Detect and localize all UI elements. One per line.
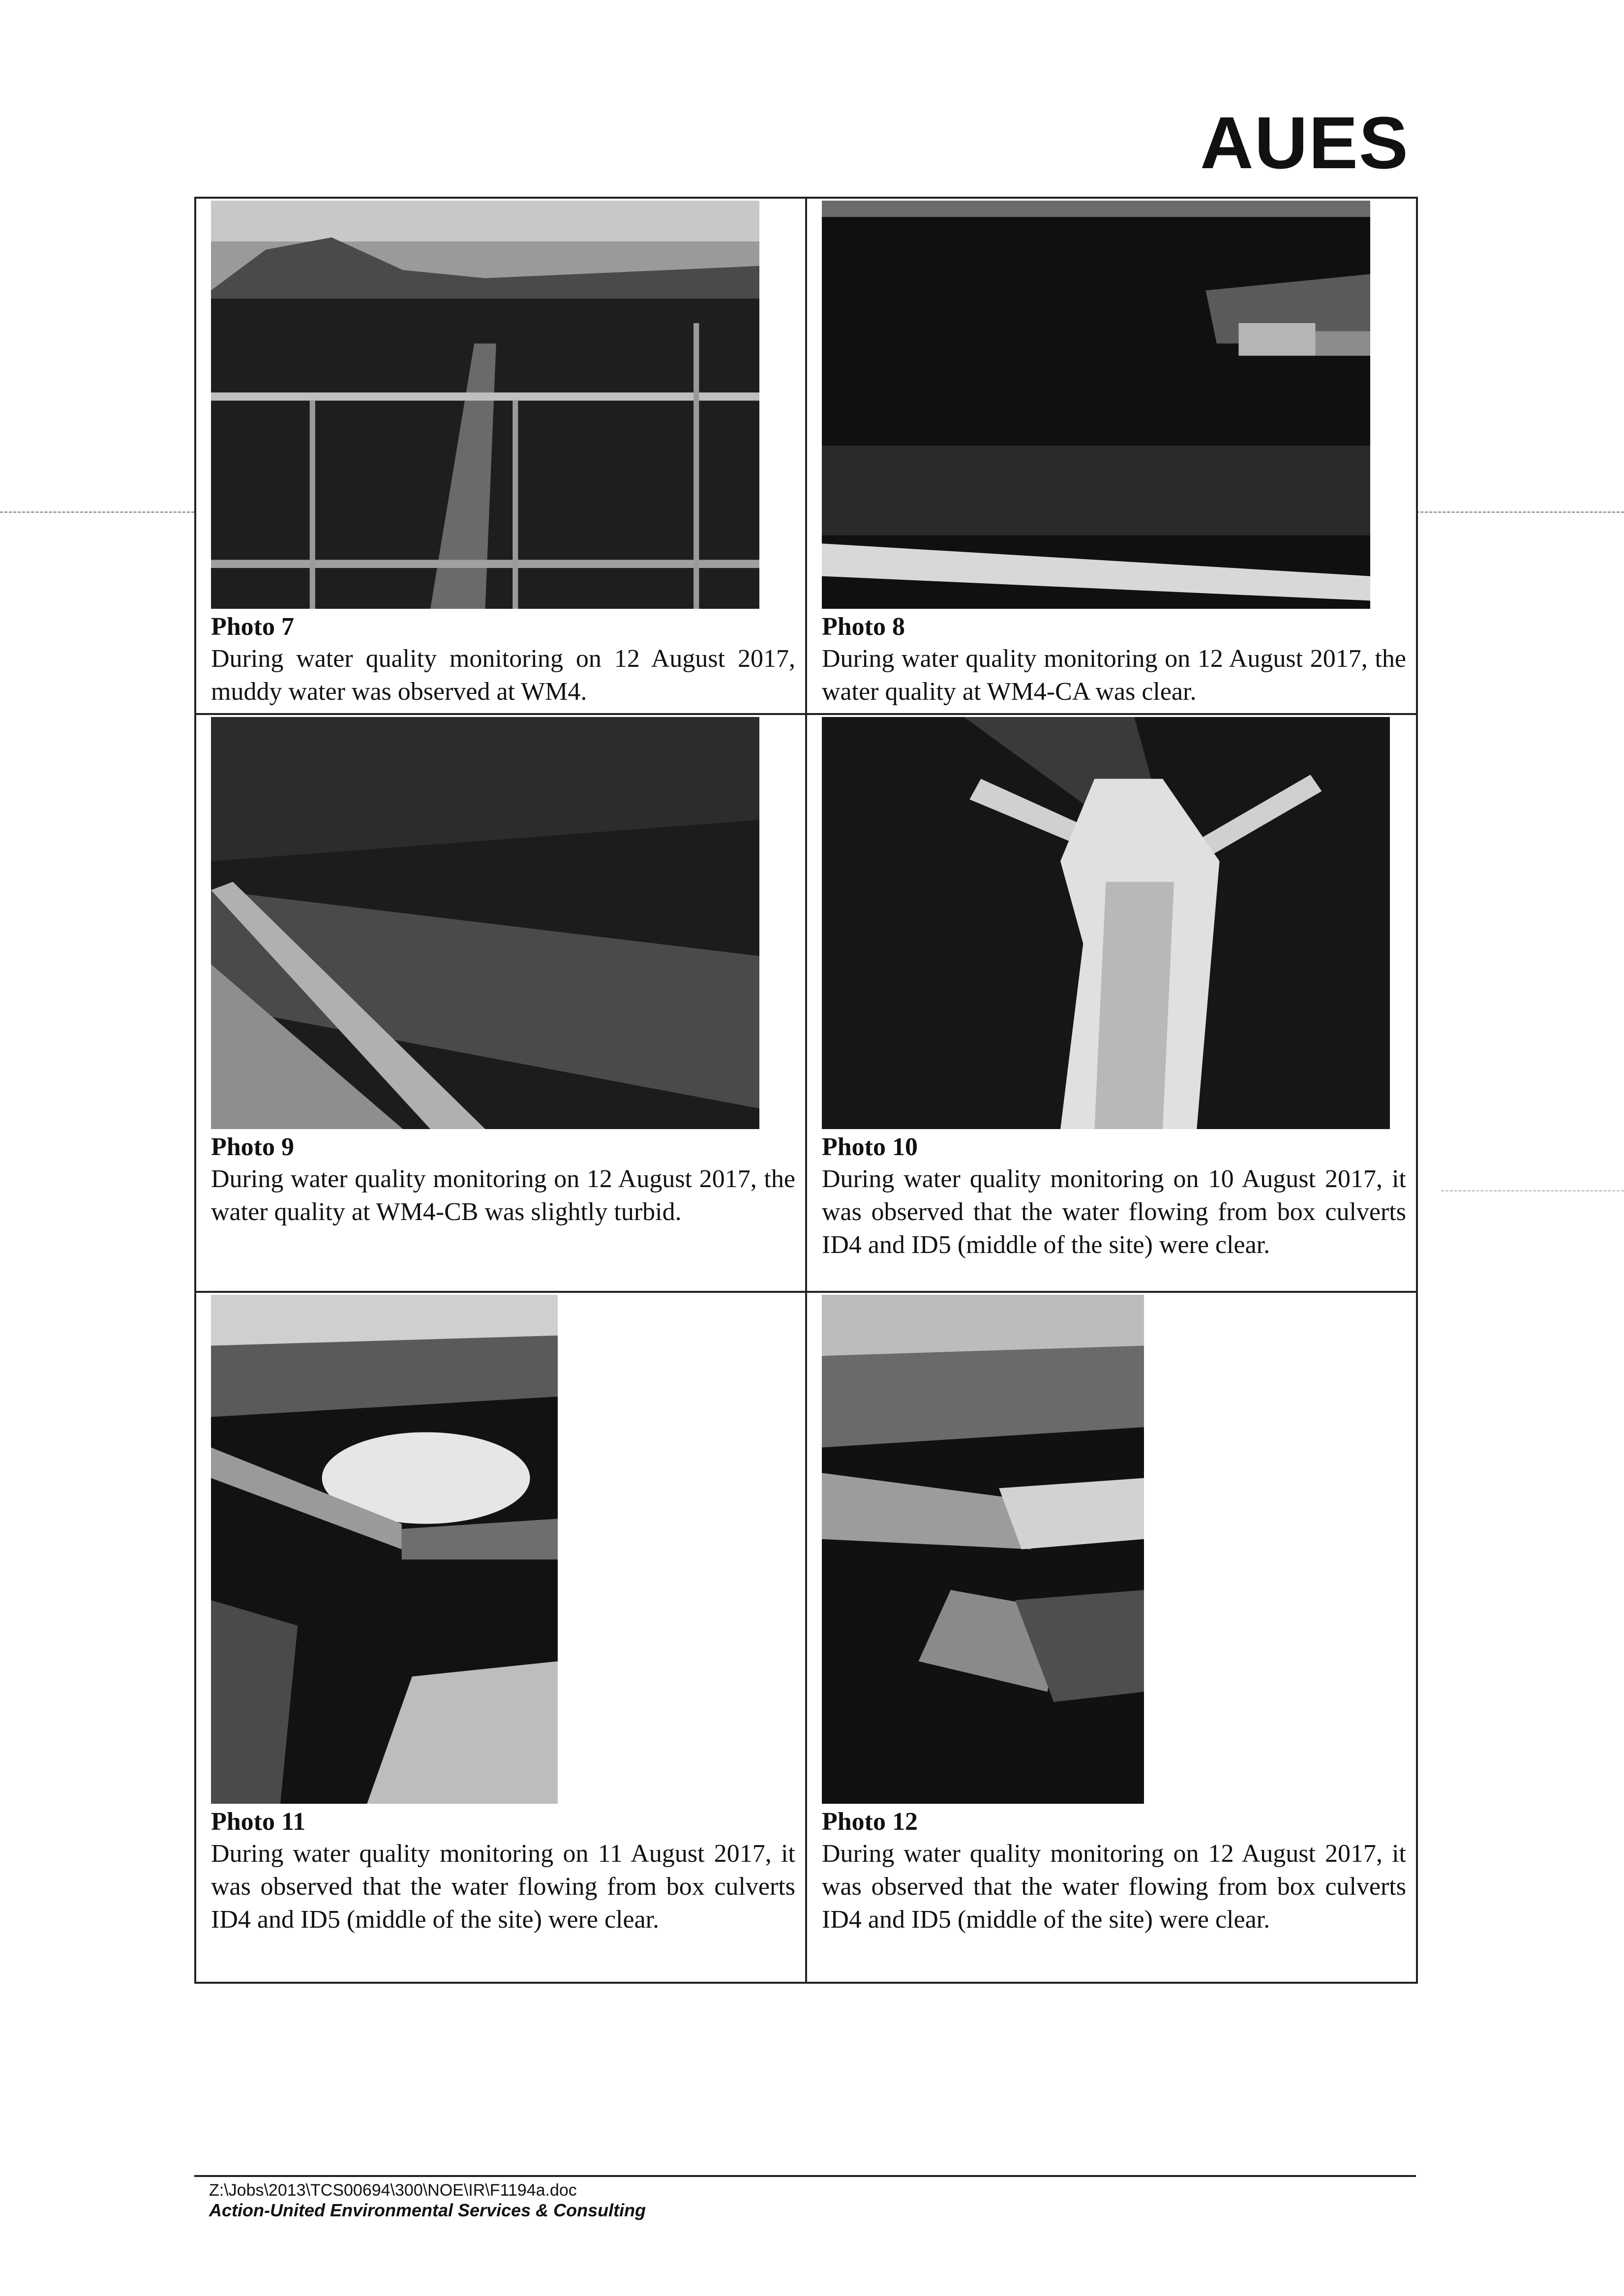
photo-12-image (822, 1295, 1144, 1804)
photo-10-title: Photo 10 (822, 1133, 918, 1161)
photo-7-image (211, 201, 759, 609)
footer-company-name: Action-United Environmental Services & Consulting (209, 2200, 646, 2220)
company-logo: AUES (1200, 101, 1409, 184)
photo-9-title: Photo 9 (211, 1133, 294, 1161)
photo-table (194, 197, 1418, 1984)
photo-cell-12 (806, 1292, 1417, 1983)
photo-8-title: Photo 8 (822, 613, 905, 641)
photo-cell-11 (195, 1292, 806, 1983)
scan-artifact-line (1441, 1190, 1624, 1192)
footer-file-path: Z:\Jobs\2013\TCS00694\300\NOE\IR\F1194a.doc (209, 2181, 577, 2200)
photo-11-caption: During water quality monitoring on 11 August 2017, it was observed that the water flowing from box culverts ID4 and ID5 (middle of the site) were clear. (211, 1840, 795, 1934)
photo-9-image (211, 717, 759, 1129)
scan-artifact-line (0, 511, 194, 513)
photo-cell-8 (806, 198, 1417, 714)
photo-10-image (822, 717, 1390, 1129)
scan-artifact-line (1416, 511, 1624, 513)
photo-11-image (211, 1295, 558, 1804)
photo-cell-10 (806, 714, 1417, 1292)
photo-12-caption: During water quality monitoring on 12 August 2017, it was observed that the water flowing from box culverts ID4 and ID5 (middle of the site) were clear. (822, 1840, 1406, 1934)
photo-11-title: Photo 11 (211, 1808, 306, 1836)
photo-9-caption: During water quality monitoring on 12 August 2017, the water quality at WM4-CB was slightly turbid. (211, 1165, 795, 1226)
footer-divider (194, 2175, 1416, 2177)
photo-12-title: Photo 12 (822, 1808, 918, 1836)
photo-cell-9 (195, 714, 806, 1292)
photo-10-caption: During water quality monitoring on 10 August 2017, it was observed that the water flowing from box culverts ID4 and ID5 (middle of the site) were clear. (822, 1165, 1406, 1259)
photo-8-image (822, 201, 1370, 609)
photo-7-caption: During water quality monitoring on 12 August 2017, muddy water was observed at WM4. (211, 645, 795, 706)
photo-cell-7 (195, 198, 806, 714)
photo-8-caption: During water quality monitoring on 12 August 2017, the water quality at WM4-CA was clear. (822, 645, 1406, 706)
photo-7-title: Photo 7 (211, 613, 294, 641)
